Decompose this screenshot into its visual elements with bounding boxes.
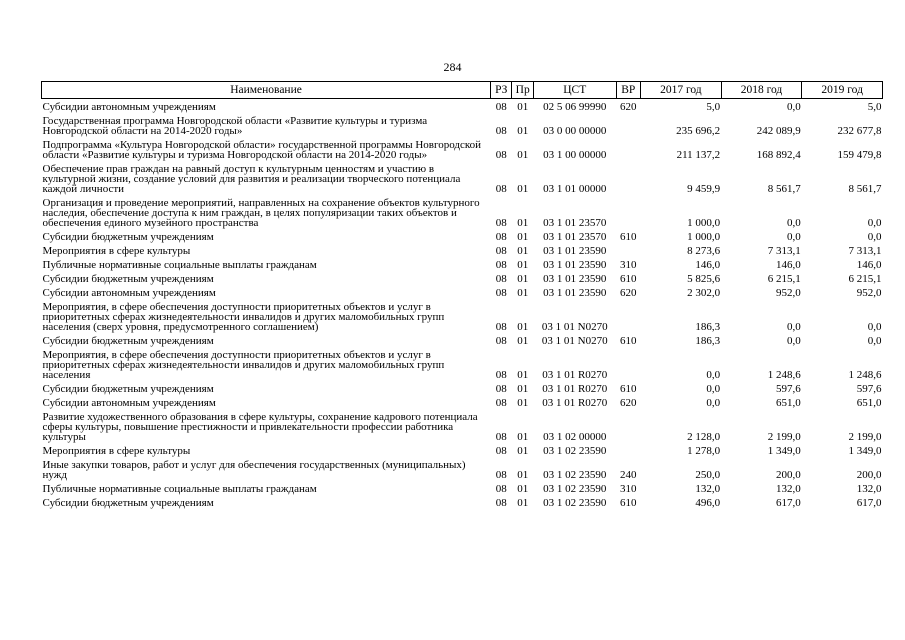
cell-cst: 03 1 01 23590 <box>543 273 607 285</box>
cell-name: Субсидии автономным учреждениям <box>42 101 216 113</box>
cell-vr: 310 <box>620 483 637 495</box>
cell-pr: 01 <box>517 383 529 395</box>
cell-cst: 03 1 00 00000 <box>543 149 607 161</box>
cell-vr: 310 <box>620 259 637 271</box>
cell-rz: 08 <box>495 217 507 229</box>
cell-pr: 01 <box>517 445 529 457</box>
cell-rz: 08 <box>495 231 507 243</box>
cell-y2017: 132,0 <box>695 483 721 495</box>
cell-y2019: 2 199,0 <box>848 431 882 443</box>
table-row <box>42 381 883 395</box>
header-2017: 2017 год <box>641 82 722 99</box>
cell-y2017: 5,0 <box>706 101 721 113</box>
cell-y2018: 1 248,6 <box>767 369 801 381</box>
cell-y2018: 7 313,1 <box>767 245 801 257</box>
cell-name: Мероприятия в сфере культуры <box>42 445 191 457</box>
table-row <box>42 161 883 195</box>
cell-pr: 01 <box>517 231 529 243</box>
header-pr: Пр <box>512 82 533 99</box>
cell-y2018: 1 349,0 <box>767 445 801 457</box>
cell-name: Субсидии бюджетным учреждениям <box>42 335 214 347</box>
cell-cst: 03 1 02 23590 <box>543 469 607 481</box>
cell-vr <box>616 113 640 137</box>
cell-name: Мероприятия в сфере культуры <box>42 245 191 257</box>
cell-cst: 03 1 01 23570 <box>543 231 607 243</box>
cell-pr: 01 <box>517 183 529 195</box>
cell-y2018: 168 892,4 <box>756 149 801 161</box>
cell-vr: 240 <box>620 469 637 481</box>
cell-y2017: 8 273,6 <box>687 245 721 257</box>
cell-y2018: 0,0 <box>787 321 801 333</box>
table-row <box>42 347 883 381</box>
cell-name: Развитие художественного образования в сфере культуры, сохранение кадрового потенциала сферы культуры, повышение престижности и привлекательности профессии работника культуры <box>42 411 478 443</box>
cell-vr: 610 <box>620 231 637 243</box>
cell-name: Подпрограмма «Культура Новгородской области» государственной программы Новгородской области «Развитие культуры и туризма Новгородской области на 2014-2020 годы» <box>42 139 482 161</box>
table-row <box>42 495 883 509</box>
cell-rz: 08 <box>495 259 507 271</box>
cell-cst: 03 1 01 N0270 <box>541 321 608 333</box>
cell-name: Субсидии бюджетным учреждениям <box>42 273 214 285</box>
table-row <box>42 99 883 114</box>
cell-rz: 08 <box>495 273 507 285</box>
cell-y2017: 235 696,2 <box>676 125 721 137</box>
cell-pr: 01 <box>517 397 529 409</box>
header-2018: 2018 год <box>721 82 802 99</box>
cell-y2018: 6 215,1 <box>767 273 801 285</box>
cell-name: Иные закупки товаров, работ и услуг для обеспечения государственных (муниципальных) нужд <box>42 459 466 481</box>
cell-pr: 01 <box>517 149 529 161</box>
cell-y2018: 597,6 <box>776 383 801 395</box>
cell-vr: 610 <box>620 497 637 509</box>
cell-cst: 03 1 01 23590 <box>543 245 607 257</box>
budget-table <box>41 81 883 509</box>
cell-rz: 08 <box>495 369 507 381</box>
cell-y2019: 0,0 <box>867 231 882 243</box>
cell-y2018: 0,0 <box>787 217 801 229</box>
cell-vr <box>616 299 640 333</box>
cell-y2017: 0,0 <box>706 369 721 381</box>
cell-name: Субсидии бюджетным учреждениям <box>42 497 214 509</box>
table-row <box>42 443 883 457</box>
cell-rz: 08 <box>495 101 507 113</box>
cell-vr <box>616 137 640 161</box>
cell-y2019: 132,0 <box>856 483 882 495</box>
cell-cst: 02 5 06 99990 <box>543 101 607 113</box>
cell-y2018: 242 089,9 <box>756 125 801 137</box>
table-row <box>42 457 883 481</box>
cell-y2019: 1 349,0 <box>848 445 882 457</box>
cell-name: Субсидии автономным учреждениям <box>42 287 216 299</box>
page-number: 284 <box>443 60 462 74</box>
cell-y2019: 0,0 <box>867 321 882 333</box>
cell-rz: 08 <box>495 383 507 395</box>
cell-y2019: 232 677,8 <box>837 125 882 137</box>
cell-vr <box>616 243 640 257</box>
cell-y2018: 0,0 <box>787 335 801 347</box>
cell-vr: 610 <box>620 335 637 347</box>
table-row <box>42 137 883 161</box>
cell-y2017: 186,3 <box>695 335 721 347</box>
cell-y2018: 200,0 <box>776 469 801 481</box>
cell-vr <box>616 409 640 443</box>
header-cst: ЦСТ <box>533 82 616 99</box>
cell-pr: 01 <box>517 497 529 509</box>
cell-pr: 01 <box>517 245 529 257</box>
cell-name: Субсидии автономным учреждениям <box>42 397 216 409</box>
cell-y2017: 146,0 <box>695 259 721 271</box>
cell-pr: 01 <box>517 335 529 347</box>
cell-y2018: 617,0 <box>776 497 801 509</box>
cell-pr: 01 <box>517 259 529 271</box>
cell-pr: 01 <box>517 217 529 229</box>
cell-vr: 620 <box>620 287 637 299</box>
cell-y2017: 5 825,6 <box>687 273 721 285</box>
cell-name: Мероприятия, в сфере обеспечения доступности приоритетных объектов и услуг в приоритетных сферах жизнедеятельности инвалидов и других маломобильных групп населения (сверх уровня, предусмотренного соглашением) <box>42 301 445 333</box>
cell-y2019: 7 313,1 <box>848 245 882 257</box>
cell-rz: 08 <box>495 321 507 333</box>
cell-rz: 08 <box>495 397 507 409</box>
cell-rz: 08 <box>495 149 507 161</box>
cell-pr: 01 <box>517 483 529 495</box>
cell-y2018: 132,0 <box>776 483 801 495</box>
cell-name: Государственная программа Новгородской области «Развитие культуры и туризма Новгородской области на 2014-2020 годы» <box>42 115 428 137</box>
cell-name: Мероприятия, в сфере обеспечения доступности приоритетных объектов и услуг в приоритетных сферах жизнедеятельности инвалидов и других маломобильных групп населения <box>42 349 445 381</box>
cell-y2019: 5,0 <box>867 101 882 113</box>
cell-y2018: 651,0 <box>776 397 801 409</box>
cell-cst: 03 1 01 R0270 <box>542 397 608 409</box>
cell-name: Обеспечение прав граждан на равный доступ к культурным ценностям и участию в культурной жизни, создание условий для развития и реализации творческого потенциала каждой личности <box>42 163 461 195</box>
cell-pr: 01 <box>517 273 529 285</box>
cell-y2017: 0,0 <box>706 397 721 409</box>
cell-vr <box>616 195 640 229</box>
cell-cst: 03 1 01 R0270 <box>542 369 608 381</box>
table-row <box>42 299 883 333</box>
cell-y2019: 0,0 <box>867 335 882 347</box>
cell-name: Публичные нормативные социальные выплаты гражданам <box>42 483 317 495</box>
cell-y2018: 146,0 <box>776 259 801 271</box>
cell-y2018: 2 199,0 <box>767 431 801 443</box>
table-row <box>42 333 883 347</box>
cell-cst: 03 1 02 23590 <box>543 497 607 509</box>
cell-rz: 08 <box>495 287 507 299</box>
header-2019: 2019 год <box>802 82 883 99</box>
cell-vr: 620 <box>620 397 637 409</box>
cell-vr: 620 <box>620 101 637 113</box>
cell-y2019: 159 479,8 <box>837 149 882 161</box>
cell-cst: 03 1 02 23590 <box>543 483 607 495</box>
cell-pr: 01 <box>517 321 529 333</box>
table-row <box>42 229 883 243</box>
cell-vr: 610 <box>620 383 637 395</box>
cell-y2019: 0,0 <box>867 217 882 229</box>
cell-pr: 01 <box>517 287 529 299</box>
cell-y2017: 250,0 <box>695 469 721 481</box>
cell-y2019: 597,6 <box>856 383 882 395</box>
cell-cst: 03 1 01 R0270 <box>542 383 608 395</box>
cell-pr: 01 <box>517 125 529 137</box>
cell-cst: 03 1 02 00000 <box>543 431 607 443</box>
cell-y2017: 211 137,2 <box>676 149 721 161</box>
cell-rz: 08 <box>495 445 507 457</box>
table-row <box>42 285 883 299</box>
header-vr: ВР <box>616 82 640 99</box>
cell-rz: 08 <box>495 431 507 443</box>
cell-pr: 01 <box>517 469 529 481</box>
cell-cst: 03 1 01 N0270 <box>541 335 608 347</box>
table-row <box>42 271 883 285</box>
cell-y2017: 0,0 <box>706 383 721 395</box>
cell-rz: 08 <box>495 483 507 495</box>
table-row <box>42 195 883 229</box>
cell-y2019: 651,0 <box>856 397 882 409</box>
cell-y2017: 2 302,0 <box>687 287 721 299</box>
cell-rz: 08 <box>495 469 507 481</box>
cell-y2018: 952,0 <box>776 287 801 299</box>
cell-y2017: 1 000,0 <box>687 231 721 243</box>
table-row <box>42 243 883 257</box>
cell-rz: 08 <box>495 335 507 347</box>
table-row <box>42 257 883 271</box>
cell-cst: 03 0 00 00000 <box>543 125 607 137</box>
cell-cst: 03 1 01 23590 <box>543 259 607 271</box>
header-rz: РЗ <box>491 82 512 99</box>
cell-cst: 03 1 01 23570 <box>543 217 607 229</box>
cell-rz: 08 <box>495 183 507 195</box>
table-row <box>42 113 883 137</box>
cell-cst: 03 1 02 23590 <box>543 445 607 457</box>
cell-y2018: 8 561,7 <box>767 183 801 195</box>
cell-pr: 01 <box>517 369 529 381</box>
cell-y2019: 952,0 <box>856 287 882 299</box>
cell-y2018: 0,0 <box>787 101 801 113</box>
cell-cst: 03 1 01 23590 <box>543 287 607 299</box>
cell-pr: 01 <box>517 101 529 113</box>
cell-cst: 03 1 01 00000 <box>543 183 607 195</box>
cell-vr <box>616 443 640 457</box>
table-row <box>42 395 883 409</box>
cell-y2017: 496,0 <box>695 497 721 509</box>
cell-rz: 08 <box>495 497 507 509</box>
cell-name: Субсидии бюджетным учреждениям <box>42 383 214 395</box>
cell-vr: 610 <box>620 273 637 285</box>
cell-y2018: 0,0 <box>787 231 801 243</box>
cell-y2017: 1 278,0 <box>687 445 721 457</box>
header-name: Наименование <box>42 82 491 99</box>
cell-y2019: 146,0 <box>856 259 882 271</box>
cell-rz: 08 <box>495 125 507 137</box>
cell-name: Субсидии бюджетным учреждениям <box>42 231 214 243</box>
cell-name: Организация и проведение мероприятий, направленных на сохранение объектов культурного наследия, обеспечение доступа к ним граждан, в целях популяризации таких объектов и обеспечения единого музейного пространства <box>42 197 480 229</box>
table-row <box>42 409 883 443</box>
cell-vr <box>616 347 640 381</box>
cell-name: Публичные нормативные социальные выплаты гражданам <box>42 259 317 271</box>
cell-y2019: 617,0 <box>856 497 882 509</box>
cell-y2017: 186,3 <box>695 321 721 333</box>
cell-y2017: 1 000,0 <box>687 217 721 229</box>
table-row <box>42 481 883 495</box>
cell-rz: 08 <box>495 245 507 257</box>
cell-vr <box>616 161 640 195</box>
cell-y2019: 1 248,6 <box>848 369 882 381</box>
cell-y2017: 2 128,0 <box>687 431 721 443</box>
cell-y2019: 6 215,1 <box>848 273 882 285</box>
cell-y2017: 9 459,9 <box>687 183 721 195</box>
cell-y2019: 200,0 <box>856 469 882 481</box>
table-header-row <box>42 82 883 99</box>
cell-pr: 01 <box>517 431 529 443</box>
cell-y2019: 8 561,7 <box>848 183 882 195</box>
